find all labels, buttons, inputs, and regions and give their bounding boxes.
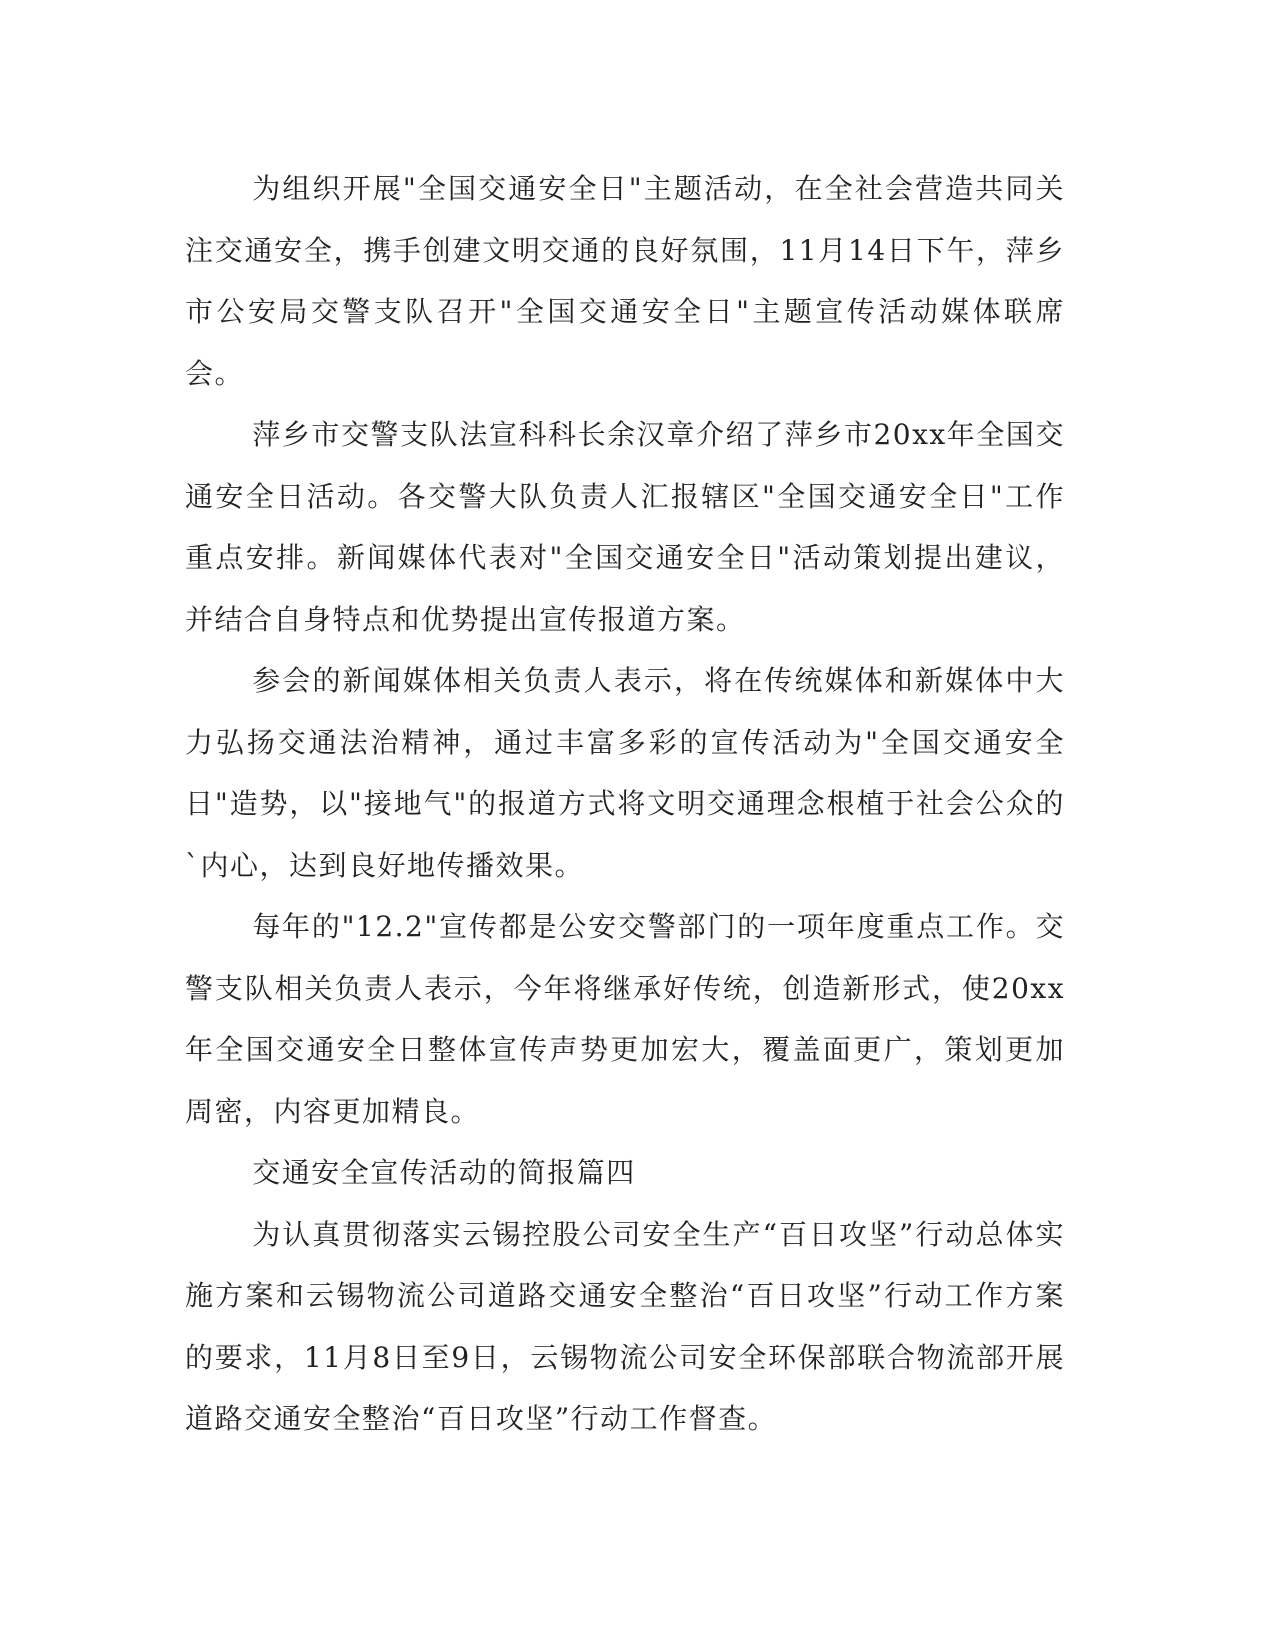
section-heading: 交通安全宣传活动的简报篇四	[252, 1156, 636, 1189]
paragraph-1: 为组织开展"全国交通安全日"主题活动，在全社会营造共同关注交通安全，携手创建文明交通的良好氛围，11月14日下午，萍乡市公安局交警支队召开"全国交通安全日"主题宣传活动媒体联席会。	[185, 172, 1065, 390]
paragraph-4: 每年的"12.2"宣传都是公安交警部门的一项年度重点工作。交警支队相关负责人表示，今年将继承好传统，创造新形式，使20xx年全国交通安全日整体宣传声势更加宏大，覆盖面更广，策划更加周密，内容更加精良。	[185, 910, 1065, 1128]
document-body	[185, 158, 1065, 1450]
paragraph-2: 萍乡市交警支队法宣科科长余汉章介绍了萍乡市20xx年全国交通安全日活动。各交警大队负责人汇报辖区"全国交通安全日"工作重点安排。新闻媒体代表对"全国交通安全日"活动策划提出建议，并结合自身特点和优势提出宣传报道方案。	[185, 418, 1065, 636]
paragraph-5: 为认真贯彻落实云锡控股公司安全生产“百日攻坚”行动总体实施方案和云锡物流公司道路交通安全整治“百日攻坚”行动工作方案的要求，11月8日至9日，云锡物流公司安全环保部联合物流部开展道路交通安全整治“百日攻坚”行动工作督查。	[185, 1217, 1065, 1435]
paragraph-3: 参会的新闻媒体相关负责人表示，将在传统媒体和新媒体中大力弘扬交通法治精神，通过丰富多彩的宣传活动为"全国交通安全日"造势，以"接地气"的报道方式将文明交通理念根植于社会公众的`内心，达到良好地传播效果。	[185, 664, 1065, 882]
